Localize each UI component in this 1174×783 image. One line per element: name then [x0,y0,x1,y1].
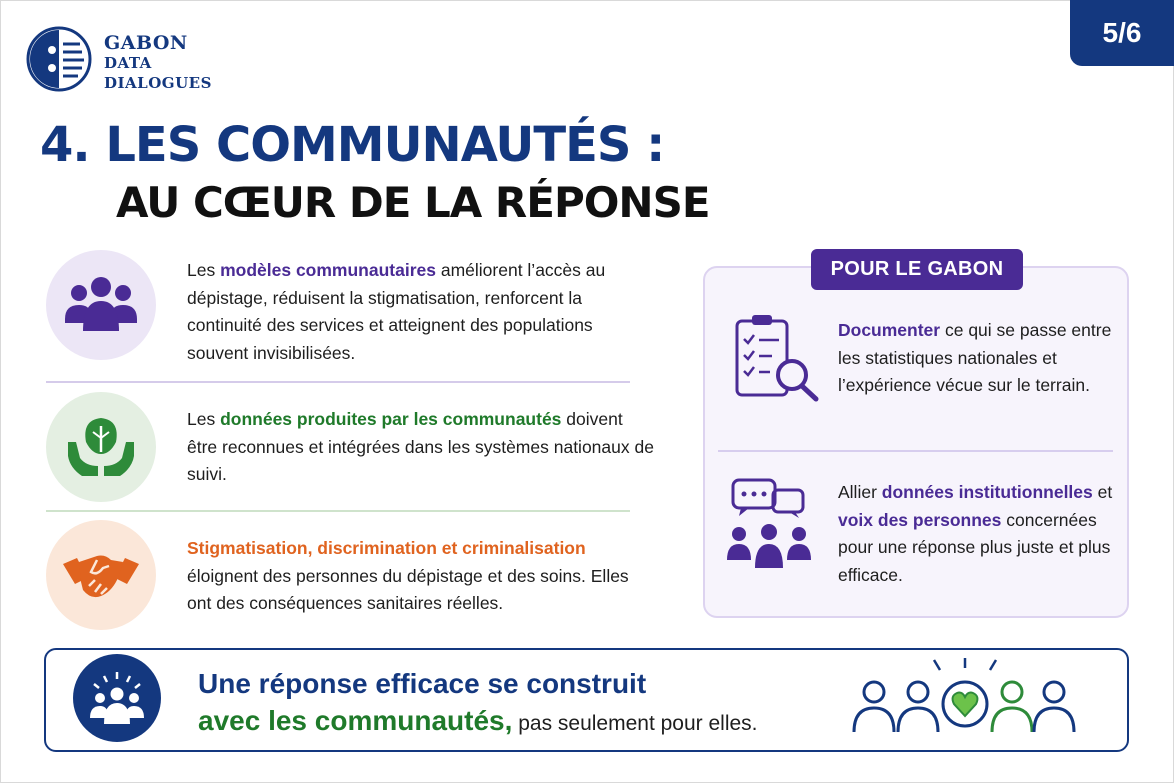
row-2-text: Les données produites par les communautés doivent être reconnues et intégrées dans les systèmes nationaux de suivi. [187,409,654,484]
brand-name [104,33,212,93]
brand-line-2: DATA [104,54,152,72]
community-group-icon [46,250,156,360]
banner-line-1: Une réponse efficace se construit [198,668,647,699]
divider [46,381,630,383]
panel-divider [718,450,1113,452]
title-line-1: 4. LES COMMUNAUTÉS : [40,117,665,173]
page-badge: 5/6 [1070,0,1174,66]
row-3-highlight: Stigmatisation, discrimination et criminalisation [187,538,586,558]
title-line-2: AU CŒUR DE LA RÉPONSE [116,178,710,227]
community-spark-icon [73,654,161,742]
people-heart-icon [848,656,1078,742]
panel-item-2-text: Allier données institutionnelles et voix des personnes concernées pour une réponse plus juste et plus efficace. [838,482,1113,585]
panel-item-1-text: Documenter ce qui se passe entre les statistiques nationales et l’expérience vécue sur le terrain. [838,320,1112,395]
panel-item-2-highlight-1: données institutionnelles [881,482,1093,502]
brand-line-1: GABON [104,32,188,54]
page-title [40,114,710,230]
hands-leaf-icon [46,392,156,502]
handshake-icon [46,520,156,630]
row-1-highlight: modèles communautaires [220,260,436,280]
panel-tag: POUR LE GABON [811,249,1023,290]
clipboard-search-icon [734,313,822,403]
panel-item-2-highlight-2: voix des personnes [838,509,1002,530]
brand-line-3: DIALOGUES [104,74,212,92]
row-1-text: Les modèles communautaires améliorent l’accès au dépistage, réduisent la stigmatisation, renforcent la continuité des services et atteignent des populations souvent invisibilisées. [187,260,606,363]
banner-highlight: avec les communautés, [198,705,513,736]
gabon-data-dialogues-logo-icon [26,26,92,92]
people-chat-icon [725,478,813,570]
row-3-text: Stigmatisation, discrimination et criminalisation éloignent des personnes du dépistage et des soins. Elles ont des conséquences sanitaires réelles. [187,538,629,613]
row-2-highlight: données produites par les communautés [220,409,562,429]
divider [46,510,630,512]
panel-item-1-highlight: Documenter [838,320,941,340]
banner-line-2: avec les communautés, pas seulement pour elles. [198,705,758,736]
